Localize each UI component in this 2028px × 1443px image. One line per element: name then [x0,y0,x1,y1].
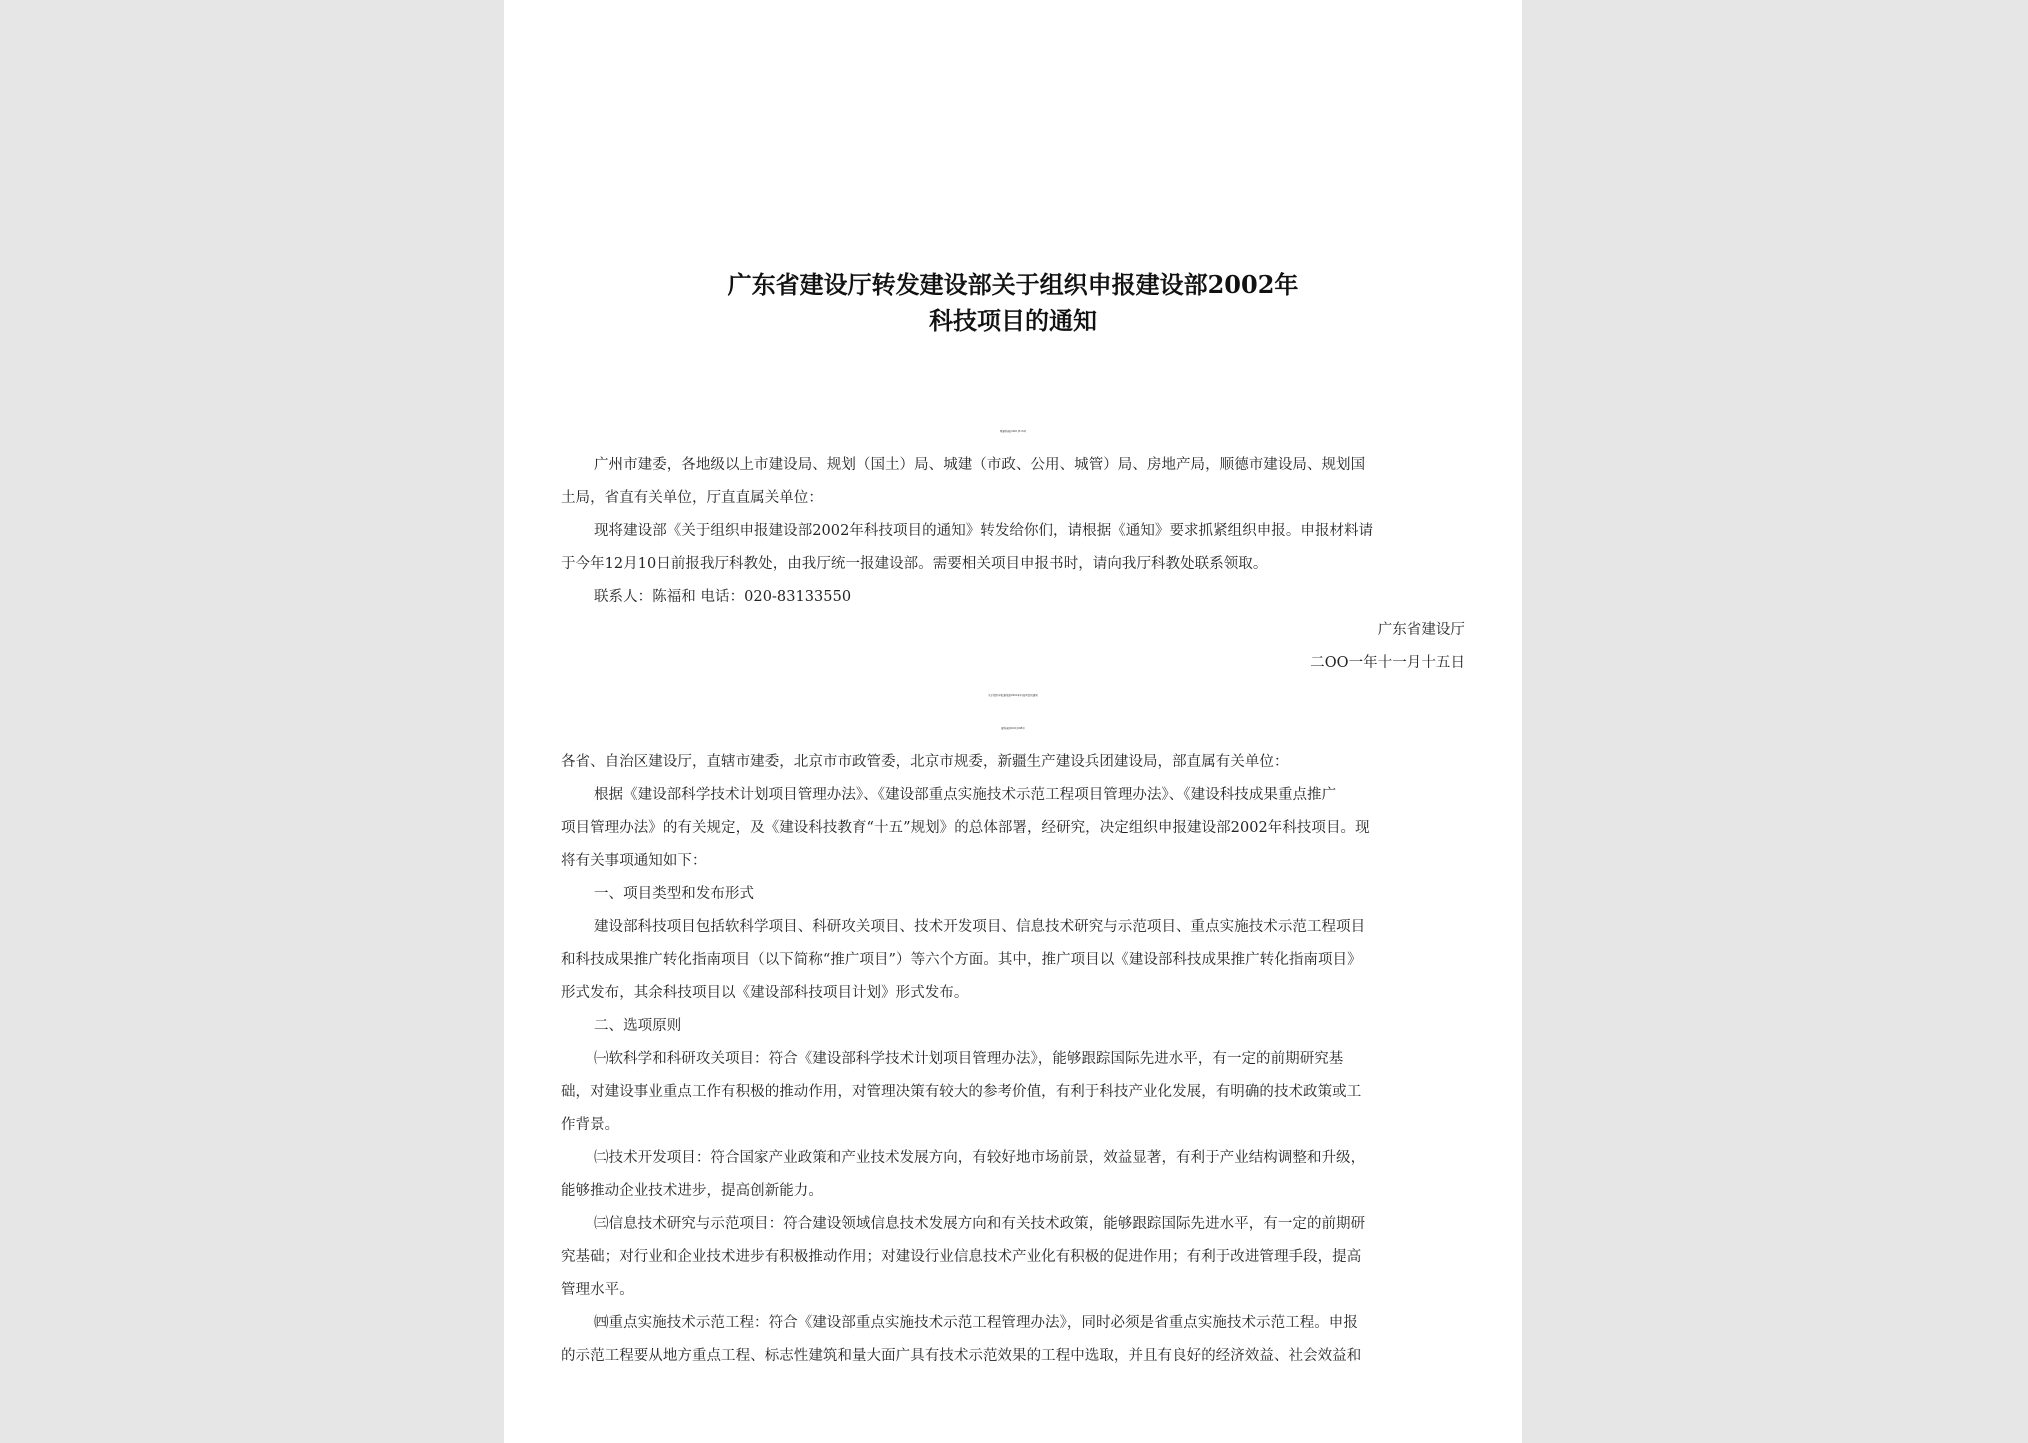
item1-line1: ㈠软科学和科研攻关项目：符合《建设部科学技术计划项目管理办法》，能够跟踪国际先进水平，有一定的前期研究基 [594,1051,1344,1067]
item2-line1: ㈡技术开发项目：符合国家产业政策和产业技术发展方向，有较好地市场前景，效益显著，有利于产业结构调整和升级， [594,1150,1366,1166]
document-title-line2: 科技项目的通知 [929,306,1097,335]
doc-number: 粤建科函[2001]516号 [999,430,1027,433]
document-title-line1: 广东省建设厅转发建设部关于组织申报建设部2002年 [727,270,1299,299]
section1-line1: 建设部科技项目包括软科学项目、科研攻关项目、技术开发项目、信息技术研究与示范项目、重点实施技术示范工程项目 [594,919,1366,935]
sub-body1-line3: 将有关事项通知如下： [561,853,707,869]
addressee-line1: 广州市建委，各地级以上市建设局、规划（国土）局、城建（市政、公用、城管）局、房地产局，顺德市建设局、规划国 [594,457,1366,473]
item1-line2: 础，对建设事业重点工作有积极的推动作用，对管理决策有较大的参考价值，有利于科技产业化发展，有明确的技术政策或工 [561,1084,1362,1100]
document-page [504,0,1522,1443]
item2-line2: 能够推动企业技术进步，提高创新能力。 [561,1183,823,1199]
sub-body1-line1: 根据《建设部科学技术计划项目管理办法》、《建设部重点实施技术示范工程项目管理办法》、《建设科技成果重点推广 [594,787,1337,803]
sub-doc-number: 建科函[2001]298号 [1001,727,1025,730]
item3-line2: 究基础；对行业和企业技术进步有积极推动作用；对建设行业信息技术产业化有积极的促进作用；有利于改进管理手段，提高 [561,1249,1362,1265]
section2-heading: 二、选项原则 [594,1018,682,1034]
item4-line1: ㈣重点实施技术示范工程：符合《建设部重点实施技术示范工程管理办法》，同时必须是省重点实施技术示范工程。申报 [594,1315,1358,1331]
body1-line1: 现将建设部《关于组织申报建设部2002年科技项目的通知》转发给你们，请根据《通知》要求抓紧组织申报。申报材料请 [594,523,1374,539]
item3-line3: 管理水平。 [561,1282,634,1298]
sub-title: 关于组织申报建设部2002年科技项目的通知 [988,694,1038,697]
item1-line3: 作背景。 [561,1117,620,1133]
section1-line3: 形式发布，其余科技项目以《建设部科技项目计划》形式发布。 [561,985,969,1001]
addressee-line2: 土局，省直有关单位，厅直直属关单位： [561,490,823,506]
item4-line2: 的示范工程要从地方重点工程、标志性建筑和量大面广具有技术示范效果的工程中选取，并且有良好的经济效益、社会效益和 [561,1348,1362,1364]
item3-line1: ㈢信息技术研究与示范项目：符合建设领域信息技术发展方向和有关技术政策，能够跟踪国际先进水平，有一定的前期研 [594,1216,1366,1232]
section1-line2: 和科技成果推广转化指南项目（以下简称“推广项目”）等六个方面。其中，推广项目以《建设部科技成果推广转化指南项目》 [561,952,1362,968]
body1-line2: 于今年12月10日前报我厅科教处，由我厅统一报建设部。需要相关项目申报书时，请向我厅科教处联系领取。 [561,556,1268,572]
signature-date: 二OO一年十一月十五日 [1310,655,1465,671]
section1-heading: 一、项目类型和发布形式 [594,886,755,902]
signature-org: 广东省建设厅 [1377,622,1465,638]
contact-line: 联系人：陈福和 电话：020-83133550 [594,589,852,605]
sub-body1-line2: 项目管理办法》的有关规定，及《建设科技教育“十五”规划》的总体部署，经研究，决定组织申报建设部2002年科技项目。现 [561,820,1370,836]
sub-addressee: 各省、自治区建设厅，直辖市建委，北京市市政管委，北京市规委，新疆生产建设兵团建设局，部直属有关单位： [561,754,1289,770]
